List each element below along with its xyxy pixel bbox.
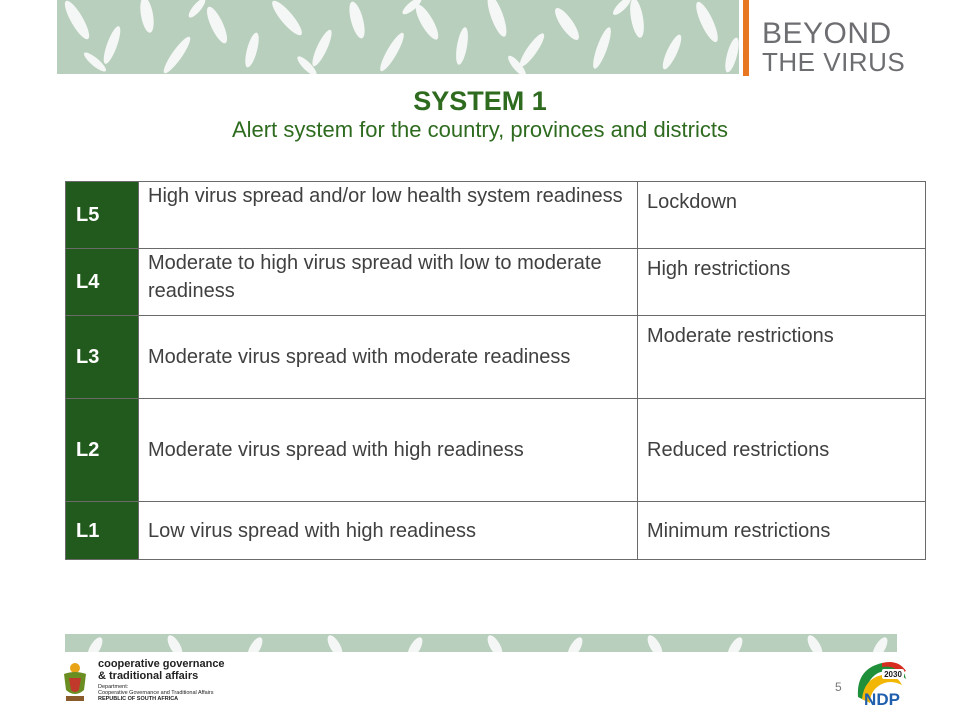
department-logo-text [98,659,225,702]
page-number: 5 [835,680,842,694]
response-cell: Lockdown [638,182,926,249]
description-cell: Moderate to high virus spread with low to moderate readiness [139,249,638,316]
level-cell: L4 [66,249,139,316]
table-row [66,502,926,560]
response-cell: High restrictions [638,249,926,316]
response-cell: Minimum restrictions [638,502,926,560]
dept-line-4: Cooperative Governance and Traditional Affairs [98,689,214,696]
description-cell: Low virus spread with high readiness [139,502,638,560]
response-cell: Moderate restrictions [638,316,926,399]
alert-levels-table [65,181,926,560]
table-row [66,249,926,316]
dept-line-5: REPUBLIC OF SOUTH AFRICA [98,695,179,702]
slide-title: SYSTEM 1 [413,86,547,116]
leaf-banner-bottom [65,634,897,652]
level-cell: L2 [66,399,139,502]
dept-line-3: Department: [98,684,129,691]
level-cell: L1 [66,502,139,560]
brand-logo [762,19,905,75]
ndp-label: NDP [864,690,900,709]
table-row [66,182,926,249]
response-cell: Reduced restrictions [638,399,926,502]
brand-line-2: THE VIRUS [762,47,906,77]
ndp-year: 2030 [884,670,902,679]
coat-of-arms-icon [58,660,92,704]
dept-line-1: cooperative governance [98,658,225,670]
description-cell: Moderate virus spread with high readiness [139,399,638,502]
level-cell: L5 [66,182,139,249]
brand-line-1: BEYOND [762,17,892,50]
description-cell: High virus spread and/or low health system readiness [139,182,638,249]
table-row [66,399,926,502]
dept-line-2: & traditional affairs [98,669,199,682]
ndp-2030-logo-icon [852,657,908,709]
orange-accent-bar [743,0,749,76]
description-cell: Moderate virus spread with moderate readiness [139,316,638,399]
level-cell: L3 [66,316,139,399]
table-row [66,316,926,399]
leaf-banner-top [57,0,739,74]
slide-subtitle: Alert system for the country, provinces and districts [232,117,728,142]
